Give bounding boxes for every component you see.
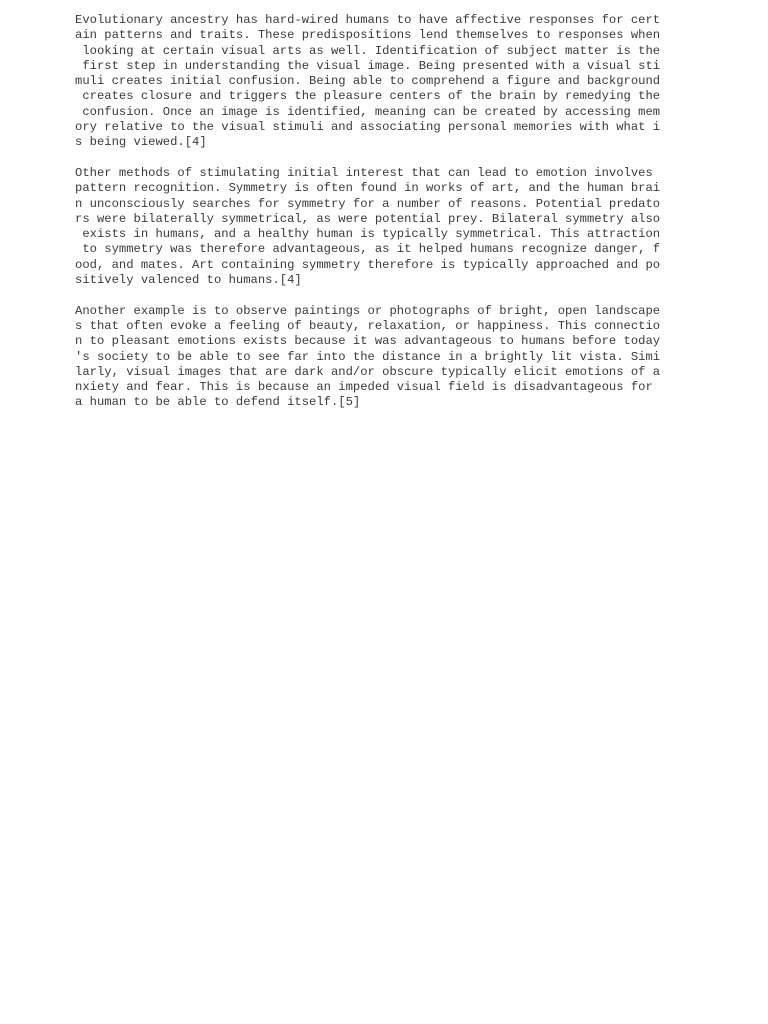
- paragraph-line: ain patterns and traits. These predispositions lend themselves to responses when: [75, 28, 661, 43]
- paragraph-line: s being viewed.[4]: [75, 135, 207, 150]
- paragraph-line: nxiety and fear. This is because an impeded visual field is disadvantageous for: [75, 380, 661, 395]
- paragraph-line: larly, visual images that are dark and/or obscure typically elicit emotions of a: [75, 364, 661, 379]
- paragraph-line: muli creates initial confusion. Being able to comprehend a figure and background: [75, 74, 661, 89]
- paragraph-line: 's society to be able to see far into the distance in a brightly lit vista. Simi: [75, 349, 661, 364]
- paragraph-line: exists in humans, and a healthy human is typically symmetrical. This attraction: [75, 227, 661, 242]
- paragraph-line: Another example is to observe paintings or photographs of bright, open landscape: [75, 303, 661, 318]
- paragraph-line: s that often evoke a feeling of beauty, relaxation, or happiness. This connectio: [75, 318, 661, 333]
- paragraph-line: pattern recognition. Symmetry is often found in works of art, and the human brai: [75, 181, 661, 196]
- paragraph-line: a human to be able to defend itself.[5]: [75, 395, 361, 410]
- paragraph-3: [75, 304, 675, 411]
- paragraph-line: ory relative to the visual stimuli and associating personal memories with what i: [75, 120, 661, 135]
- paragraph-line: Evolutionary ancestry has hard-wired humans to have affective responses for cert: [75, 13, 661, 27]
- document-page: [75, 13, 675, 426]
- paragraph-line: first step in understanding the visual image. Being presented with a visual sti: [75, 58, 661, 73]
- paragraph-line: creates closure and triggers the pleasure centers of the brain by remedying the: [75, 89, 661, 104]
- paragraph-line: confusion. Once an image is identified, meaning can be created by accessing mem: [75, 104, 661, 119]
- paragraph-line: rs were bilaterally symmetrical, as were potential prey. Bilateral symmetry also: [75, 211, 661, 226]
- paragraph-line: looking at certain visual arts as well. Identification of subject matter is the: [75, 43, 661, 58]
- paragraph-line: n unconsciously searches for symmetry for a number of reasons. Potential predato: [75, 196, 661, 211]
- paragraph-1: [75, 13, 675, 151]
- paragraph-line: sitively valenced to humans.[4]: [75, 273, 302, 288]
- paragraph-line: n to pleasant emotions exists because it was advantageous to humans before today: [75, 334, 661, 349]
- paragraph-line: ood, and mates. Art containing symmetry therefore is typically approached and po: [75, 257, 661, 272]
- paragraph-2: [75, 166, 675, 288]
- paragraph-line: Other methods of stimulating initial interest that can lead to emotion involves: [75, 165, 661, 180]
- paragraph-line: to symmetry was therefore advantageous, as it helped humans recognize danger, f: [75, 242, 661, 257]
